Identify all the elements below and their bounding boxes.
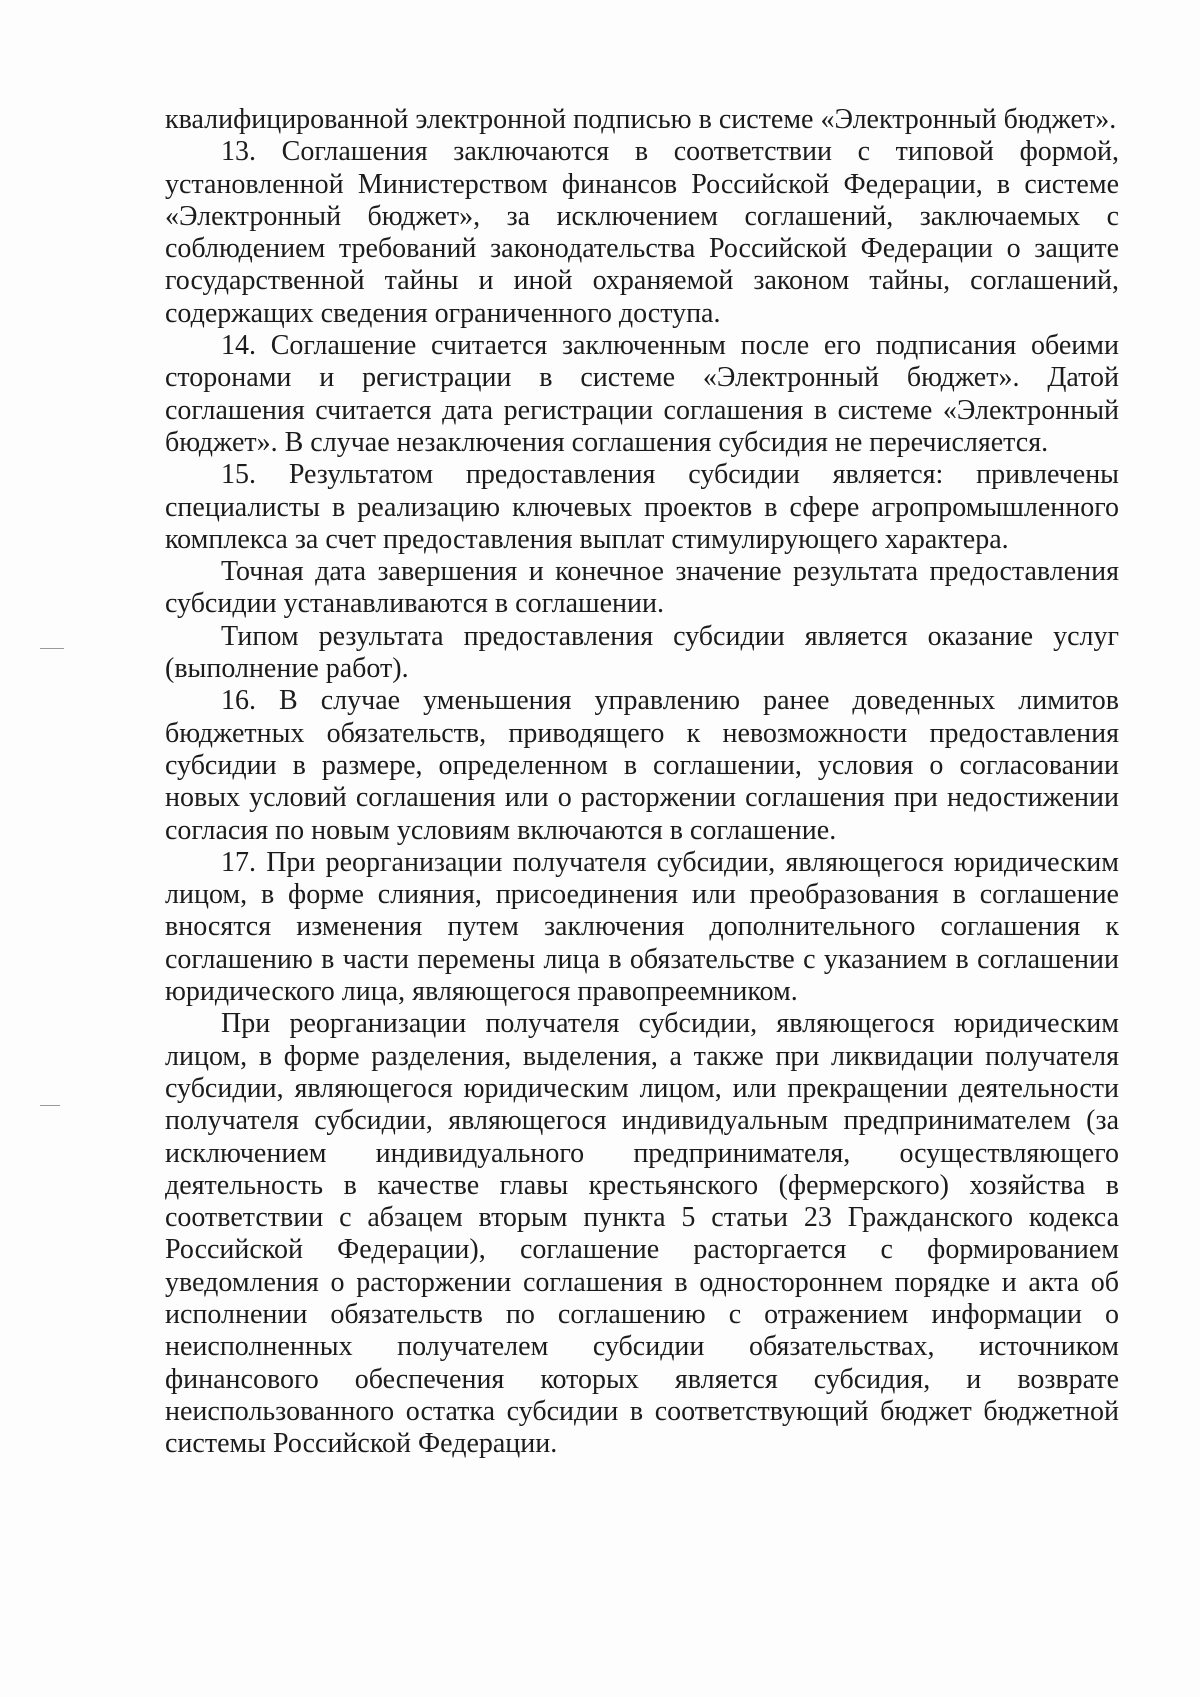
paragraph-continuation: квалифицированной электронной подписью в системе «Электронный бюджет». [165, 104, 1117, 135]
paragraph-17-reorganization: При реорганизации получателя субсидии, являющегося юридическим лицом, в форме разделения, выделения, а также при ликвидации получателя субсидии, являющегося юридическим лицом, или прекращении деятельности получателя субсидии, являющегося индивидуальным предпринимателем (за исключением индивидуального предпринимателя, осуществляющего деятельность в качестве главы крестьянского (фермерского) хозяйства в соответствии с абзацем вторым пункта 5 статьи 23 Гражданского кодекса Российской Федерации), соглашение расторгается с формированием уведомления о расторжении соглашения в одностороннем порядке и акта об исполнении обязательств по соглашению с отражением информации о неисполненных получателем субсидии обязательствах, источником финансового обеспечения которых является субсидия, и возврате неиспользованного остатка субсидии в соответствующий бюджет бюджетной системы Российской Федерации. [165, 1008, 1119, 1460]
paragraph-16: 16. В случае уменьшения управлению ранее доведенных лимитов бюджетных обязательств, приводящего к невозможности предоставления субсидии в размере, определенном в соглашении, условия о согласовании новых условий соглашения или о расторжении соглашения при недостижении согласия по новым условиям включаются в соглашение. [165, 685, 1119, 846]
paragraph-17: 17. При реорганизации получателя субсидии, являющегося юридическим лицом, в форме слияния, присоединения или преобразования в соглашение вносятся изменения путем заключения дополнительного соглашения к соглашению в части перемены лица в обязательстве с указанием в соглашении юридического лица, являющегося правопреемником. [165, 846, 1119, 1008]
scan-artifact-mark [40, 648, 64, 649]
scan-artifact-mark [40, 1105, 60, 1106]
paragraph-15-type: Типом результата предоставления субсидии является оказание услуг (выполнение работ). [165, 620, 1119, 685]
paragraph-13: 13. Соглашения заключаются в соответствии с типовой формой, установленной Министерством финансов Российской Федерации, в системе «Электронный бюджет», за исключением соглашений, заключаемых с соблюдением требований законодательства Российской Федерации о защите государственной тайны и иной охраняемой законом тайны, соглашений, содержащих сведения ограниченного доступа. [165, 136, 1119, 329]
document-body [165, 104, 1119, 1460]
paragraph-14: 14. Соглашение считается заключенным после его подписания обеими сторонами и регистрации в системе «Электронный бюджет». Датой соглашения считается дата регистрации соглашения в системе «Электронный бюджет». В случае незаключения соглашения субсидия не перечисляется. [165, 330, 1119, 458]
paragraph-15: 15. Результатом предоставления субсидии является: привлечены специалисты в реализацию ключевых проектов в сфере агропромышленного комплекса за счет предоставления выплат стимулирующего характера. [165, 459, 1119, 555]
paragraph-15-date: Точная дата завершения и конечное значение результата предоставления субсидии устанавливаются в соглашении. [165, 556, 1119, 620]
